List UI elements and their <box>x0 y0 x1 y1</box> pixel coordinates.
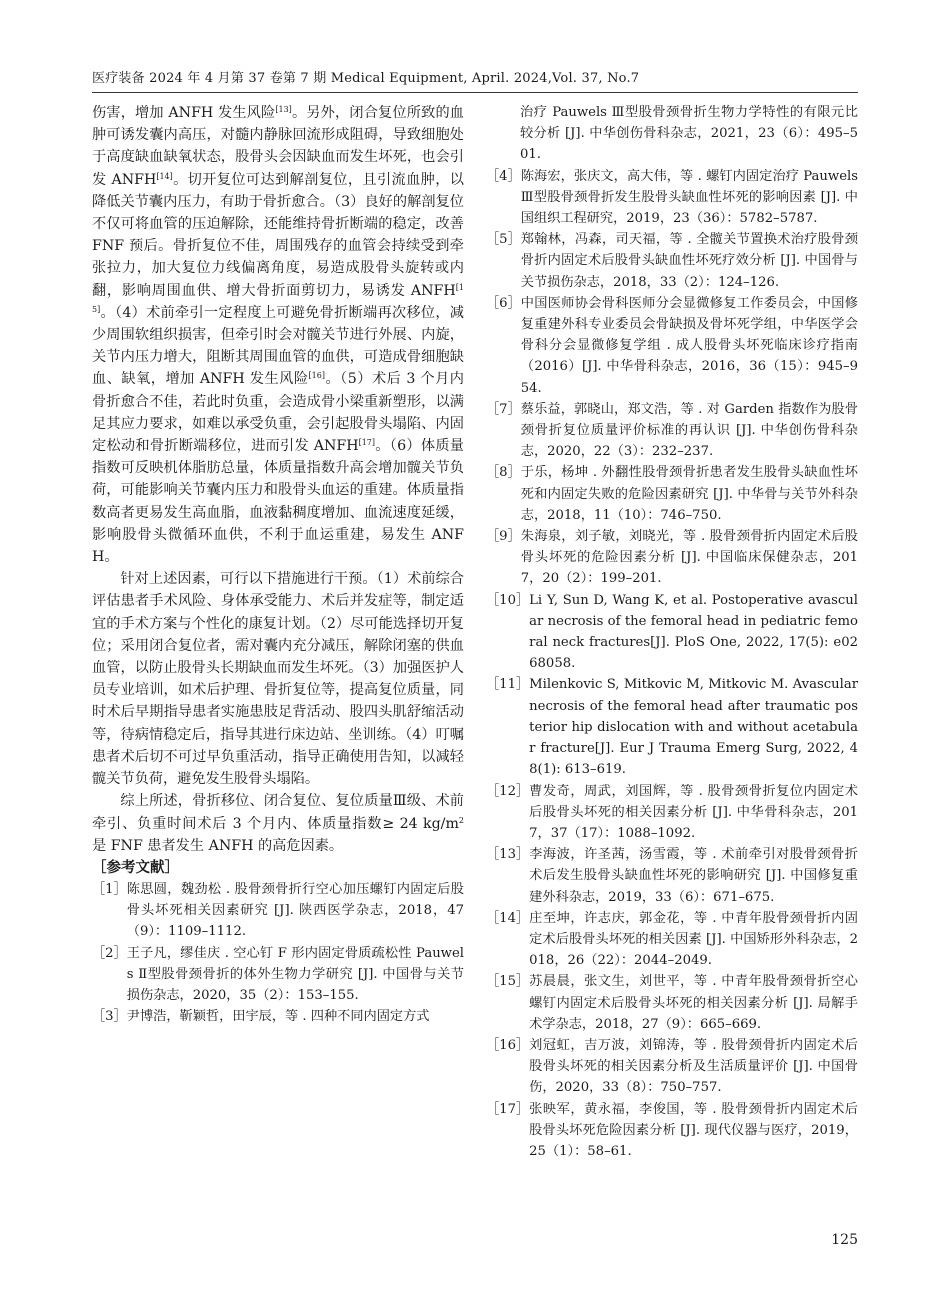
reference-item: ［8］ 于乐，杨坤 . 外翻性股骨颈骨折患者发生股骨头缺血性坏死和内固定失败的危险因素研究 [J]. 中华骨与关节外科杂志，2018，11（10）：746–750. <box>486 465 858 523</box>
reference-continued: 治疗 Pauwels Ⅲ型股骨颈骨折生物力学特性的有限元比较分析 [J]. 中华创伤骨科杂志，2021，23（6）：495–501. <box>520 105 858 163</box>
reference-item: ［6］ 中国医师协会骨科医师分会显微修复工作委员会，中国修复重建外科专业委员会骨缺损及骨坏死学组，中华医学会骨科分会显微修复学组 . 成人股骨头坏死临床诊疗指南（2016）[J]. 中华骨科杂志，2016，36（15）：945–954. <box>486 295 858 396</box>
reference-item: ［5］ 郑翰林，冯森，司天福，等 . 全髋关节置换术治疗股骨颈骨折内固定术后股骨头缺血性坏死疗效分析 [J]. 中国骨与关节损伤杂志，2018，33（2）：124–126. <box>486 232 858 290</box>
reference-item: ［15］ 苏晨晨，张文生，刘世平，等 . 中青年股骨颈骨折空心螺钉内固定术后股骨头坏死的相关因素分析 [J]. 局解手术学杂志，2018，27（9）：665–669. <box>486 974 858 1032</box>
page-number: 125 <box>831 1232 858 1248</box>
superscript-2: 2 <box>458 815 464 825</box>
citation-14: [14] <box>156 171 173 181</box>
reference-item: ［1］ 陈思圆，魏劲松 . 股骨颈骨折行空心加压螺钉内固定后股骨头坏死相关因素研究 [J]. 陕西医学杂志，2018，47（9）：1109–1112. <box>92 881 464 940</box>
reference-item: ［7］ 蔡乐益，郭晓山，郑文浩，等 . 对 Garden 指数作为股骨颈骨折复位质量评价标准的再认识 [J]. 中华创伤骨科杂志，2020，22（3）：232–237. <box>486 401 858 460</box>
header-rule <box>92 92 858 93</box>
references-heading: ［参考文献］ <box>92 858 179 876</box>
reference-item: ［9］ 朱海泉，刘子敏，刘晓光，等 . 股骨颈骨折内固定术后股骨头坏死的危险因素分析 [J]. 中国临床保健杂志，2017，20（2）：199–201. <box>486 529 858 587</box>
citation-17: [17] <box>358 438 376 448</box>
reference-item: ［14］ 庄至坤，许志庆，郭金花，等 . 中青年股骨颈骨折内固定术后股骨头坏死的相关因素 [J]. 中国矫形外科杂志，2018，26（22）：2044–2049. <box>486 910 858 969</box>
citation-15: [15] <box>92 282 464 314</box>
body-paragraph-1: 伤害，增加 ANFH 发生风险[13]。另外，闭合复位所致的血肿可诱发囊内高压，对髓内静脉回流形成阻碍，导致细胞处于高度缺血缺氧状态，股骨头会因缺血而发生坏死，也会引发 ANFH[14]。切开复位可达到解剖复位，且引流血肿，以降低关节囊内压力，有助于骨折愈合。（3）良好的解剖复位不仅可将血管的压迫解除，还能维持骨折断端的稳定，改善 FNF 预后。骨折复位不佳，周围残存的血管会持续受到牵张拉力，加大复位力线偏离角度，易造成股骨头旋转或内翻，影响周围血供、增大骨折面剪切力，易诱发 ANFH[15]。（4）术前牵引一定程度上可避免骨折断端再次移位，减少周围软组织损害，但牵引时会对髋关节进行外展、内旋，关节内压力增大，阻断其周围血管的血供，可造成骨细胞缺血、缺氧，增加 ANFH 发生风险[16]。（5）术后 3 个月内骨折愈合不佳，若此时负重，会造成骨小梁重新塑形，以满足其应力要求，如难以承受负重，会引起股骨头塌陷、内固定松动和骨折断端移位，进而引发 ANFH[17]。（6）体质量指数可反映机体脂肪总量，体质量指数升高会增加髋关节负荷，可能影响关节囊内压力和股骨头血运的重建。体质量指数高者更易发生高血脂，血液黏稠度增加、血流速度延缓，影响股骨头微循环血供，不利于血运重建，易发生 ANFH。 <box>92 105 464 566</box>
reference-item: ［11］ Milenkovic S, Mitkovic M, Mitkovic M. Avascular necrosis of the femoral head after traumatic posterior hip dislocation with and without acetabular fracture[J]. Eur J Trauma Emerg Surg, 2022, 48(1): 613–619. <box>486 677 858 778</box>
reference-item: ［2］ 王子凡，缪佳庆 . 空心钉 F 形内固定骨质疏松性 Pauwels Ⅱ型股骨颈骨折的体外生物力学研究 [J]. 中国骨与关节损伤杂志，2020，35（2）：153–155. <box>92 945 464 1003</box>
running-header: 医疗装备 2024 年 4 月第 37 卷第 7 期 Medical Equipment, April. 2024,Vol. 37, No.7 <box>92 71 640 86</box>
reference-item: ［10］ Li Y, Sun D, Wang K, et al. Postoperative avascular necrosis of the femoral head in pediatric femoral neck fractures[J]. PloS One, 2022, 17(5): e0268058. <box>486 592 858 672</box>
left-column <box>92 102 464 1027</box>
reference-item: ［16］ 刘冠虹，吉万波，刘锦涛，等 . 股骨颈骨折内固定术后股骨头坏死的相关因素分析及生活质量评价 [J]. 中国骨伤，2020，33（8）：750–757. <box>486 1037 858 1096</box>
reference-item: ［13］ 李海波，许圣茜，汤雪霞，等 . 术前牵引对股骨颈骨折术后发生股骨头缺血性坏死的影响研究 [J]. 中国修复重建外科杂志，2019，33（6）：671–675. <box>486 847 858 905</box>
body-paragraph-3: 综上所述，骨折移位、闭合复位、复位质量Ⅲ级、术前牵引、负重时间术后 3 个月内、体质量指数≥ 24 $kg/m^2$ 是 FNF 患者发生 ANFH 的高危因素。 <box>92 793 464 854</box>
body-paragraph-2: 针对上述因素，可行以下措施进行干预。（1）术前综合评估患者手术风险、身体承受能力、术后并发症等，制定适宜的手术方案与个性化的康复计划。（2）尽可能选择切开复位；采用闭合复位者，需对囊内充分减压，解除闭塞的供血血管，以防止股骨头长期缺血而发生坏死。（3）加强医护人员专业培训，如术后护理、骨折复位等，提高复位质量，同时术后早期指导患者实施患肢足背活动、股四头肌舒缩活动等，待病情稳定后，指导其进行床边站、坐训练。（4）叮嘱患者术后切不可过早负重活动，指导正确使用告知，以减轻髋关节负荷，避免发生股骨头塌陷。 <box>92 571 464 788</box>
right-column <box>486 102 858 1162</box>
citation-13: [13] <box>275 105 292 114</box>
citation-16: [16] <box>308 371 325 381</box>
reference-item: ［17］ 张映军，黄永福，李俊国，等 . 股骨颈骨折内固定术后股骨头坏死危险因素分析 [J]. 现代仪器与医疗，2019，25（1）：58–61. <box>486 1101 858 1159</box>
reference-item: ［3］ 尹博浩，靳颖哲，田宇辰，等 . 四种不同内固定方式 <box>92 1009 430 1025</box>
reference-item: ［12］ 曹发奇，周武，刘国辉，等 . 股骨颈骨折复位内固定术后股骨头坏死的相关因素分析 [J]. 中华骨科杂志，2017，37（17）：1088–1092. <box>486 783 858 841</box>
reference-item: ［4］ 陈海宏，张庆文，高大伟，等 . 螺钉内固定治疗 Pauwels Ⅲ型股骨颈骨折发生股骨头缺血性坏死的影响因素 [J]. 中国组织工程研究，2019，23（36）：5782–5787. <box>486 168 858 227</box>
